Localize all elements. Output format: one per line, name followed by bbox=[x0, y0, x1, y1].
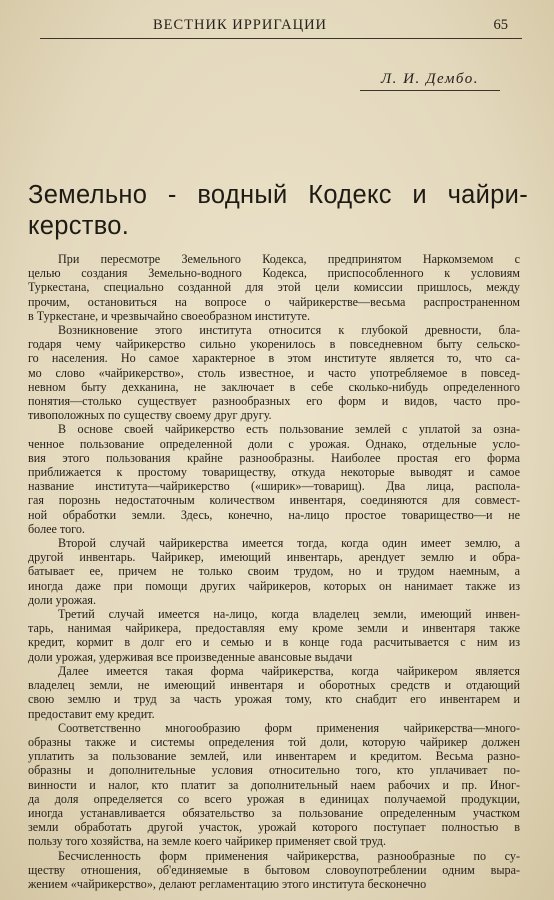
text-line: доли урожая. bbox=[28, 592, 96, 607]
text-line: название института—чайрикерство («ширик»—товарищ). Два лица, распола- bbox=[28, 479, 520, 494]
text-line: Соответственно многообразию форм применения чайрикерства—много- bbox=[58, 720, 520, 735]
text-line: го населения. Но самое характерное в этом институте является то, что са- bbox=[28, 351, 520, 366]
text-line: предоставит ему кредит. bbox=[28, 706, 155, 721]
paragraph bbox=[28, 721, 520, 849]
text-line: земли обработать другой участок, урожай которого поступает полностью в bbox=[28, 820, 520, 835]
text-line: прочим, остановиться на вопросе о чайрикерстве—весьма распространенном bbox=[28, 294, 520, 309]
text-line: Возникновение этого института относится к глубокой древности, бла- bbox=[58, 323, 520, 338]
text-line: в Туркестане, и чрезвычайно своеобразном институте. bbox=[28, 308, 311, 323]
text-line: ществу отношения, об'единяемые в бытовом словоупотреблении одним выра- bbox=[28, 862, 520, 877]
paragraph bbox=[28, 536, 520, 607]
text-line: мо слово «чайрикерство», столь известное, и часто употребляемое в повсед- bbox=[28, 365, 520, 380]
text-line: При пересмотре Земельного Кодекса, предпринятом Наркомземом с bbox=[58, 252, 520, 266]
text-line: другой инвентарь. Чайрикер, имеющий инвентарь, арендует землю и обра- bbox=[28, 550, 520, 565]
text-line: Туркестана, специально созданной для этой цели комиссии пришлось, между bbox=[28, 280, 520, 295]
text-line: ной обработки земли. Здесь, конечно, на-лицо простое товарищество—и не bbox=[28, 507, 520, 522]
text-line: целью создания Земельно-водного Кодекса, приспособленного к условиям bbox=[28, 266, 520, 281]
text-line: приближается к простому товариществу, откуда некоторые выводят и самое bbox=[28, 465, 520, 480]
text-line: винности и налог, кто платит за дополнительный наем рабочих и пр. Иног- bbox=[28, 777, 520, 792]
text-line: годаря чему чайрикерство сильно укоренилось в повседневном быту сельско- bbox=[28, 337, 520, 352]
running-header bbox=[40, 14, 522, 39]
article-title-line-1: Земельно - водный Кодекс и чайри- bbox=[28, 181, 528, 209]
text-line: тарь, нанимая чайрикера, предоставляя ему кроме земли и инвентаря также bbox=[28, 621, 520, 636]
text-line: жением «чайрикерство», делают регламентацию этого института бесконечно bbox=[28, 876, 427, 891]
text-line: иногда устанавливается обязательство за пользование определенным участком bbox=[28, 805, 520, 820]
text-line: образны также и системы определения той доли, которую чайрикер должен bbox=[28, 734, 520, 749]
paragraph bbox=[28, 849, 520, 892]
page-number: 65 bbox=[493, 17, 508, 33]
paragraph bbox=[28, 323, 520, 422]
text-line: иногда даже при помощи других чайрикеров, которых он нанимает также из bbox=[28, 578, 520, 593]
author-name: Л. И. Дембо. bbox=[360, 68, 500, 91]
paragraph bbox=[28, 422, 520, 536]
text-line: невном быту дехканина, не заключает в себе сколько-нибудь определенного bbox=[28, 379, 520, 394]
journal-title: ВЕСТНИК ИРРИГАЦИИ bbox=[152, 17, 328, 33]
article-body bbox=[28, 252, 520, 891]
paragraph bbox=[28, 607, 520, 664]
paragraph bbox=[28, 664, 520, 721]
text-line: образны и дополнительные условия относительно того, кто уплачивает по- bbox=[28, 763, 520, 778]
text-line: свою землю и труд за часть урожая тому, кто снабдит его инвентарем и bbox=[28, 692, 520, 707]
text-line: батывает ее, причем не только своим трудом, но и трудом наемным, а bbox=[28, 564, 520, 579]
text-line: понятия—столько существует разнообразных его форм и видов, часто про- bbox=[28, 394, 520, 409]
text-line: тивоположных по существу своему друг другу. bbox=[28, 408, 272, 423]
text-line: Бесчисленность форм применения чайрикерства, разнообразные по су- bbox=[58, 848, 520, 863]
article-title-line-2: керство. bbox=[28, 212, 130, 240]
text-line: В основе своей чайрикерство есть пользование землей с уплатой за озна- bbox=[58, 422, 520, 437]
text-line: более того. bbox=[28, 521, 85, 536]
text-line: пользу того хозяйства, на земле коего чайрикер применяет свой труд. bbox=[28, 834, 386, 849]
text-line: владелец земли, не имеющий инвентаря и оборотных средств и отдающий bbox=[28, 678, 520, 693]
article-title bbox=[28, 180, 528, 242]
text-line: вия этого пользования крайне разнообразны. Наиболее простая его форма bbox=[28, 450, 520, 465]
text-line: кредит, кормит в долг его и семью и в конце года расчитывается с ним из bbox=[28, 635, 520, 650]
text-line: Второй случай чайрикерства имеется тогда, когда один имеет землю, а bbox=[58, 536, 520, 551]
text-line: да доля определяется со всего урожая в единицах получаемой продукции, bbox=[28, 791, 520, 806]
text-line: Далее имеется такая форма чайрикерства, когда чайрикером является bbox=[58, 663, 520, 678]
text-line: Третий случай имеется на-лицо, когда владелец земли, имеющий инвен- bbox=[58, 607, 520, 622]
text-line: ченное пользование определенной доли с урожая. Однако, отдельные усло- bbox=[28, 436, 520, 451]
text-line: гая порознь недостаточным количеством инвентаря, соединяются для совмест- bbox=[28, 493, 520, 508]
text-line: уплатить за пользование землей, или инвентарем и кредитом. Весьма разно- bbox=[28, 749, 520, 764]
paragraph bbox=[28, 252, 520, 323]
text-line: доли урожая, удерживая все произведенные авансовые выдачи bbox=[28, 649, 353, 664]
